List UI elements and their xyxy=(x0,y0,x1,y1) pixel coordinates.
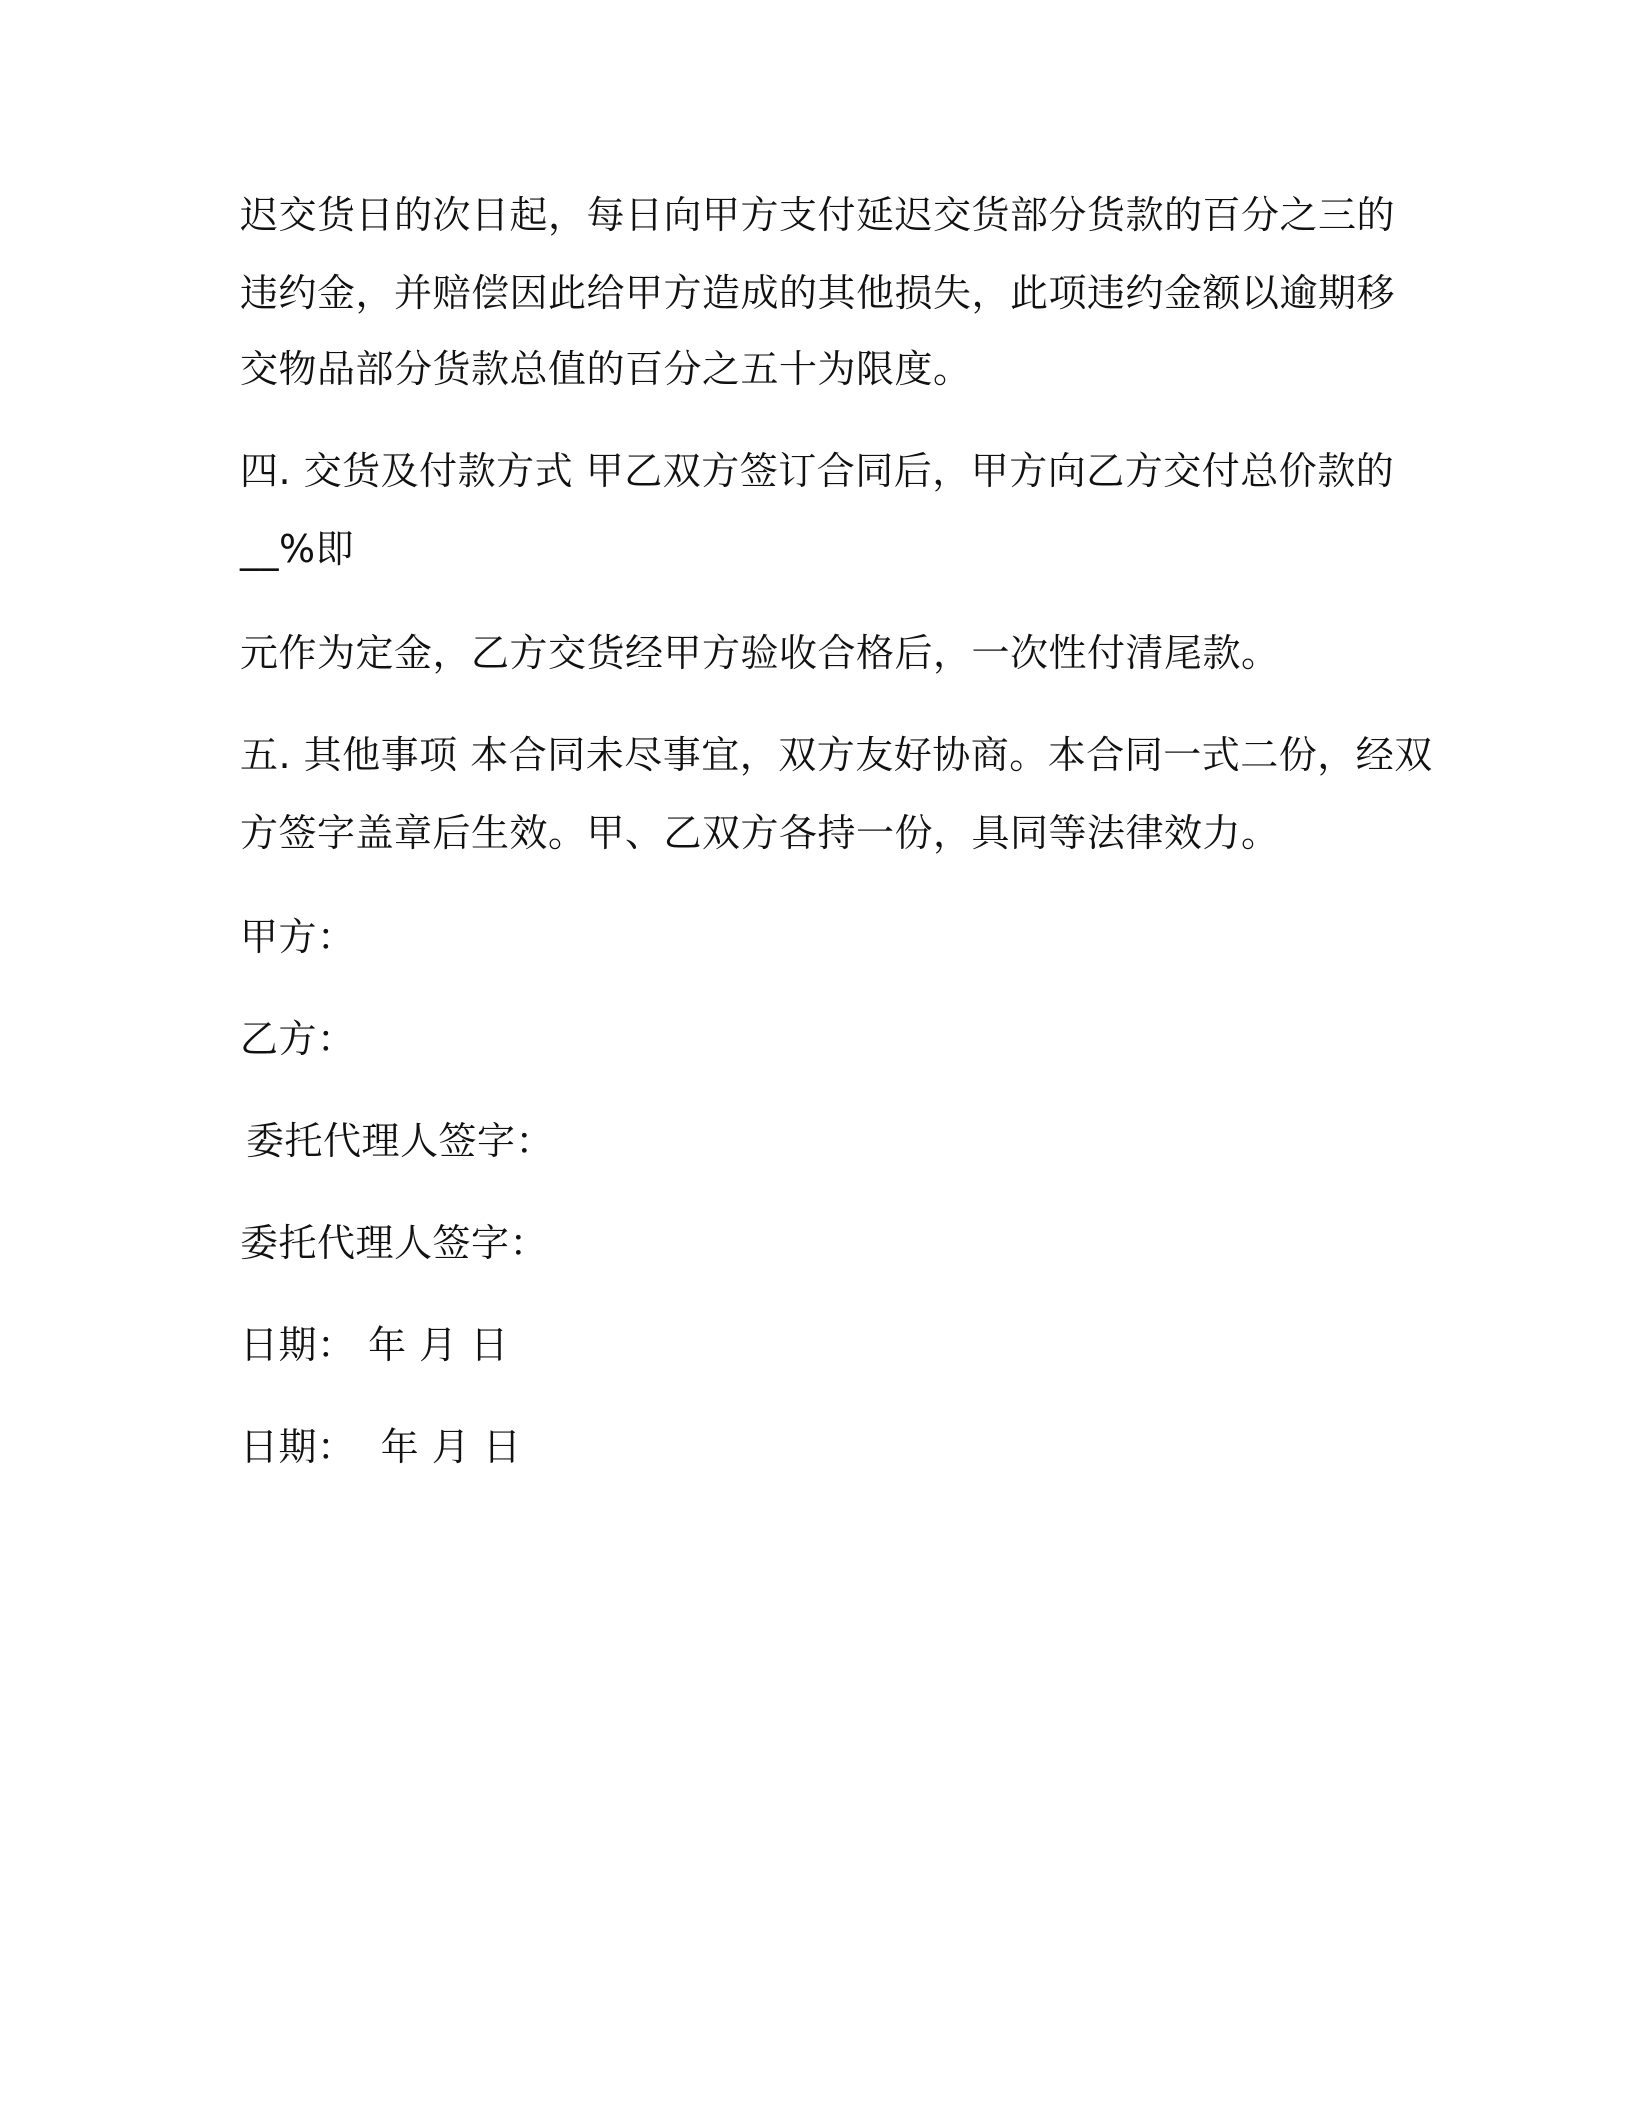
agent-signature-label-a: 委托代理人签字： xyxy=(246,1119,555,1163)
section-5-heading-line xyxy=(240,730,1433,780)
section-5-heading-text: . 其他事项 本合同未尽事宜，双方友好协商。本合同一式二份，经双 xyxy=(278,733,1433,777)
section-5-number: 五 xyxy=(240,733,279,777)
paragraph-line: 交物品部分货款总值的百分之五十为限度。 xyxy=(240,347,972,391)
section-5-line: 方签字盖章后生效。甲、乙双方各持一份，具同等法律效力。 xyxy=(240,811,1280,855)
agent-signature-label-b: 委托代理人签字： xyxy=(240,1221,549,1265)
date-label-a: 日期： 年 月 日 xyxy=(240,1323,509,1367)
date-label-b: 日期： 年 月 日 xyxy=(240,1425,522,1469)
section-4-deposit-line: 元作为定金，乙方交货经甲方验收合格后，一次性付清尾款。 xyxy=(240,631,1280,675)
party-a-label: 甲方： xyxy=(240,915,356,959)
section-4-percent-line: __%即 xyxy=(240,527,355,571)
paragraph-line: 迟交货日的次日起，每日向甲方支付延迟交货部分货款的百分之三的 xyxy=(240,193,1396,237)
party-b-label: 乙方： xyxy=(240,1017,356,1061)
paragraph-line: 违约金，并赔偿因此给甲方造成的其他损失，此项违约金额以逾期移 xyxy=(240,271,1396,315)
section-4-heading-line: 四. 交货及付款方式 甲乙双方签订合同后，甲方向乙方交付总价款的 xyxy=(240,449,1395,493)
